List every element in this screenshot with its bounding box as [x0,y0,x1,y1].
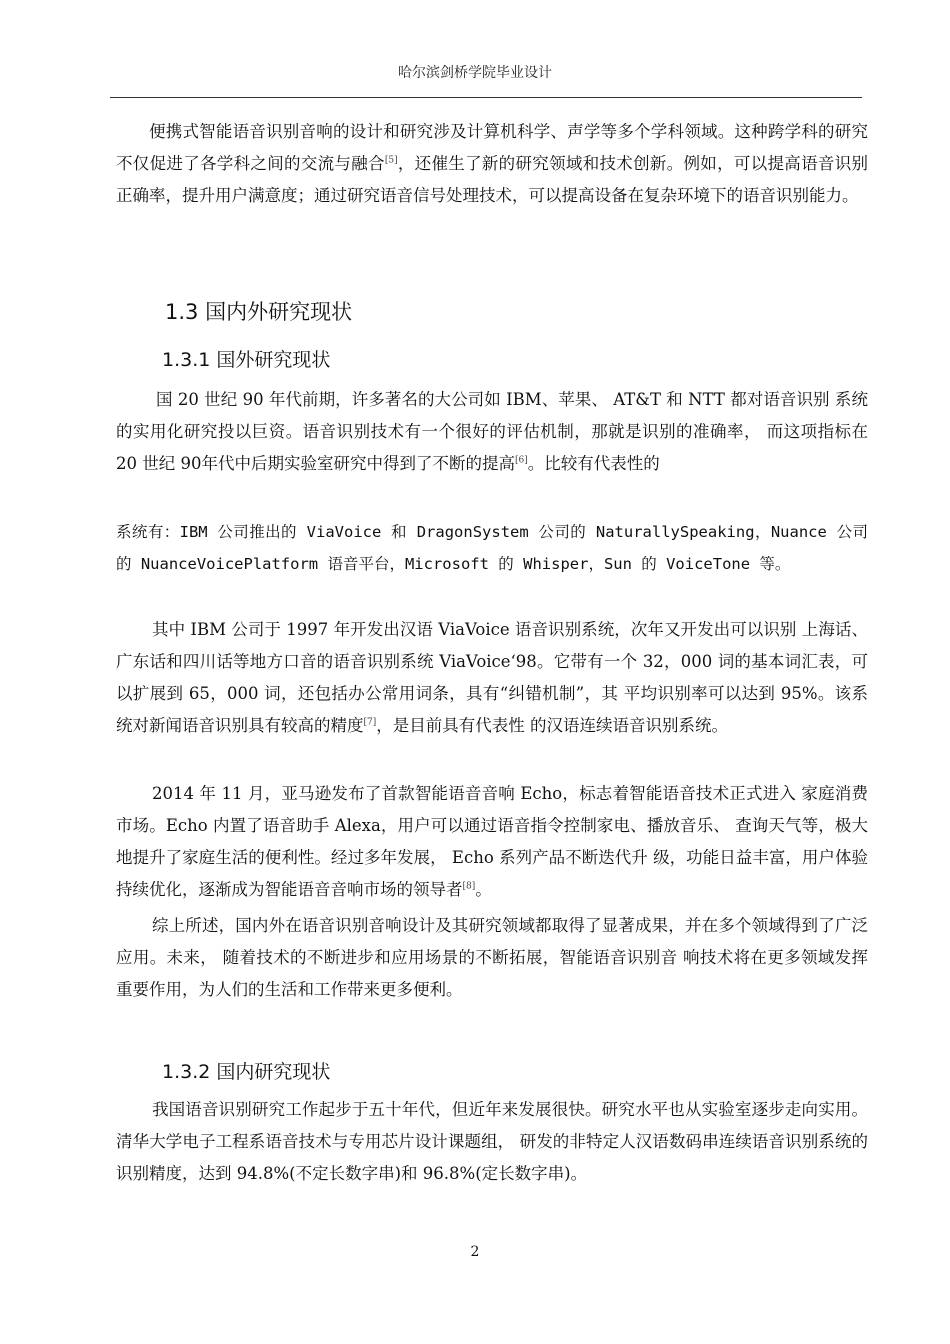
paragraph-intro [116,116,868,212]
paragraph-ibm [116,614,868,742]
citation-ref: [8] [462,881,476,892]
paragraph-summary: 综上所述，国内外在语音识别音响设计及其研究领域都取得了显著成果，并在多个领域得到了广泛应用。未来， 随着技术的不断进步和应用场景的不断拓展，智能语音识别音 响技术将在更多领域发挥重要作用，为人们的生活和工作带来更多便利。 [116,916,868,999]
page-header: 哈尔滨剑桥学院毕业设计 [398,65,552,81]
paragraph-foreign-1 [116,384,868,480]
paragraph-text: 其中 IBM 公司于 1997 年开发出汉语 ViaVoice 语音识别系统，次年又开发出可以识别 上海话、广东话和四川话等地方口音的语音识别系统 ViaVoice‘98。它带有一个 32，000 词的基本词汇表，可以扩展到 65，000 词，还包括办公常用词条，具有“纠错机制”，其 平均识别率可以达到 95%。该系统对新闻语音识别具有较高的精度 [116,620,868,735]
paragraph-text: 。比较有代表性的 [527,454,660,473]
paragraph-echo [116,778,868,906]
paragraph-text: 国 20 世纪 90 年代前期，许多著名的大公司如 IBM、苹果、 AT&T 和 NTT 都对语音识别 系统的实用化研究投以巨资。语音识别技术有一个很好的评估机制，那就是识别的准确率， 而这项指标在 20 世纪 90年代中后期实验室研究中得到了不断的提高 [116,390,868,473]
paragraph-text: ，还催生了新的研究领域和技术创新。例如，可以提高语音识别正确率，提升用户满意度；通过研究语音信号处理技术，可以提高设备在复杂环境下的语音识别能力。 [116,154,869,205]
paragraph-domestic: 我国语音识别研究工作起步于五十年代，但近年来发展很快。研究水平也从实验室逐步走向实用。清华大学电子工程系语音技术与专用芯片设计课题组， 研发的非特定人汉语数码串连续语音识别系统的识别精度，达到 94.8%(不定长数字串)和 96.8%(定长数字串)。 [116,1100,868,1183]
paragraph-text: 。 [475,880,492,899]
paragraph-systems: 系统有：IBM 公司推出的 ViaVoice 和 DragonSystem 公司的 NaturallySpeaking，Nuance 公司的 NuanceVoicePlatform 语音平台，Microsoft 的 Whisper，Sun 的 VoiceTone 等。 [116,523,868,573]
header-rule [110,97,862,98]
subsection-heading: 1.3.1 国外研究现状 [162,349,331,371]
citation-ref: [6] [514,455,528,466]
citation-ref: [7] [363,717,377,728]
section-heading: 1.3 国内外研究现状 [165,300,353,324]
citation-ref: [5] [384,155,398,166]
paragraph-text: ，是目前具有代表性 的汉语连续语音识别系统。 [376,716,728,735]
paragraph-text: 便携式智能语音识别音响的设计和研究涉及计算机科学、声学等多个学科领域。这种跨学科的研究不仅促进了各学科之间的交流与融合 [116,122,868,173]
page-number: 2 [470,1244,480,1260]
subsection-heading: 1.3.2 国内研究现状 [162,1061,331,1083]
paragraph-text: 2014 年 11 月，亚马逊发布了首款智能语音音响 Echo，标志着智能语音技术正式进入 家庭消费市场。Echo 内置了语音助手 Alexa，用户可以通过语音指令控制家电、播放音乐、 查询天气等，极大地提升了家庭生活的便利性。经过多年发展， Echo 系列产品不断迭代升 级，功能日益丰富，用户体验持续优化，逐渐成为智能语音音响市场的领导者 [116,784,868,899]
